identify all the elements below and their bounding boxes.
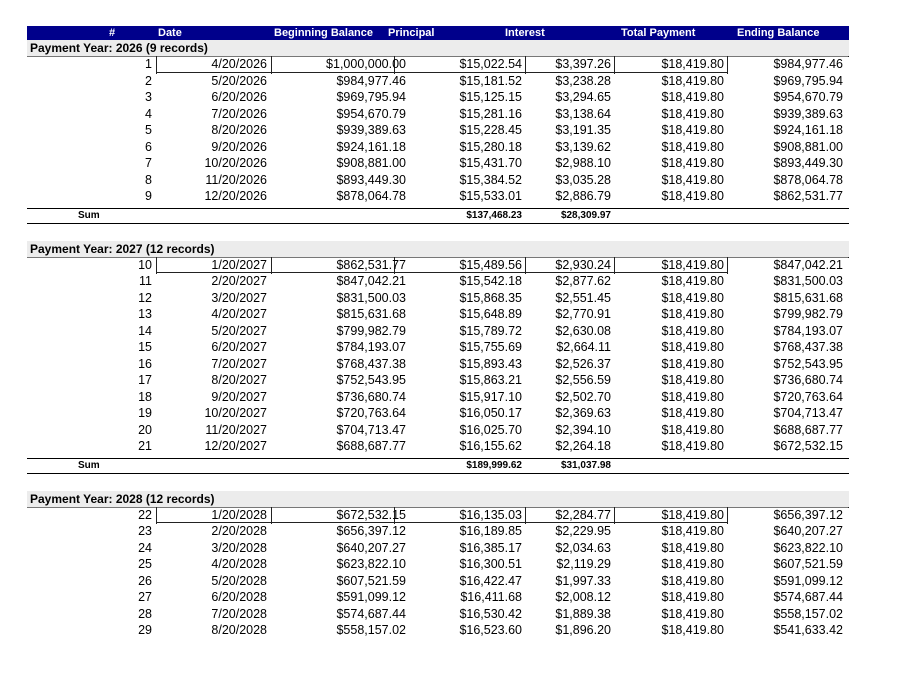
interest-cell: $2,008.12 <box>555 590 611 604</box>
interest-cell: $2,119.29 <box>556 557 611 571</box>
principal-cell: $15,280.18 <box>459 139 522 154</box>
principal-cell: $15,542.18 <box>459 274 522 288</box>
ending-balance-cell: $969,795.94 <box>773 73 843 88</box>
interest-cell: $2,502.70 <box>555 389 611 404</box>
payment-date-cell: 5/20/2027 <box>211 323 267 338</box>
sum-row <box>27 458 849 474</box>
ending-balance-cell: $893,449.30 <box>773 156 843 170</box>
payment-number-cell: 25 <box>138 557 152 571</box>
ending-balance-cell: $954,670.79 <box>773 90 843 104</box>
group-title <box>27 241 849 258</box>
beginning-balance-cell: $831,500.03 <box>336 290 406 305</box>
amortization-report <box>27 26 849 640</box>
table-row <box>27 189 849 206</box>
table-row <box>27 357 849 374</box>
beginning-balance-cell: $768,437.38 <box>336 356 406 371</box>
payment-date-cell: 8/20/2026 <box>211 123 267 137</box>
ending-balance-cell: $656,397.12 <box>773 507 843 522</box>
ending-balance-cell: $541,633.42 <box>773 623 843 637</box>
total-payment-cell: $18,419.80 <box>661 606 724 621</box>
total-payment-cell: $18,419.80 <box>661 573 724 588</box>
ending-balance-cell: $704,713.47 <box>773 406 843 420</box>
table-row <box>27 258 849 275</box>
principal-cell: $15,789.72 <box>459 323 522 338</box>
payment-date-cell: 10/20/2026 <box>204 156 267 170</box>
interest-cell: $2,664.11 <box>556 340 611 354</box>
beginning-balance-cell: $878,064.78 <box>336 189 406 203</box>
table-row <box>27 373 849 390</box>
interest-cell: $2,394.10 <box>555 422 611 437</box>
interest-cell: $3,035.28 <box>555 172 611 187</box>
payment-date-cell: 6/20/2028 <box>211 590 267 604</box>
principal-cell: $16,155.62 <box>459 439 522 453</box>
payment-number-cell: 29 <box>138 623 152 637</box>
beginning-balance-cell: $984,977.46 <box>336 73 406 88</box>
table-row <box>27 90 849 107</box>
payment-number-cell: 6 <box>145 139 152 154</box>
payment-number-cell: 22 <box>138 507 152 522</box>
interest-cell: $1,896.20 <box>555 623 611 637</box>
beginning-balance-cell: $815,631.68 <box>336 307 406 321</box>
interest-cell: $2,034.63 <box>555 540 611 555</box>
payment-date-cell: 7/20/2026 <box>211 106 267 121</box>
payment-number-cell: 12 <box>138 290 152 305</box>
interest-cell: $1,889.38 <box>555 606 611 621</box>
interest-cell: $2,556.59 <box>555 373 611 387</box>
payment-number-cell: 9 <box>145 189 152 203</box>
payment-number-cell: 16 <box>138 356 152 371</box>
total-payment-cell: $18,419.80 <box>661 189 724 203</box>
payment-date-cell: 2/20/2027 <box>211 274 267 288</box>
payment-number-cell: 17 <box>138 373 152 387</box>
principal-cell: $15,384.52 <box>459 172 522 187</box>
interest-cell: $2,630.08 <box>555 323 611 338</box>
group-spacer <box>27 224 849 241</box>
payment-date-cell: 1/20/2028 <box>211 507 267 522</box>
beginning-balance-cell: $1,000,000.00 <box>326 57 406 71</box>
beginning-balance-cell: $720,763.64 <box>336 406 406 420</box>
interest-cell: $3,138.64 <box>555 106 611 121</box>
total-payment-cell: $18,419.80 <box>661 373 724 387</box>
payment-date-cell: 12/20/2026 <box>204 189 267 203</box>
payment-number-cell: 26 <box>138 573 152 588</box>
principal-cell: $15,917.10 <box>459 389 522 404</box>
beginning-balance-cell: $784,193.07 <box>336 340 406 354</box>
payment-date-cell: 3/20/2028 <box>211 540 267 555</box>
payment-number-cell: 11 <box>139 274 152 288</box>
beginning-balance-cell: $688,687.77 <box>336 439 406 453</box>
total-payment-cell: $18,419.80 <box>661 623 724 637</box>
payment-date-cell: 6/20/2026 <box>211 90 267 104</box>
payment-number-cell: 5 <box>145 123 152 137</box>
table-row <box>27 590 849 607</box>
column-header-ending-balance: Ending Balance <box>737 27 820 39</box>
beginning-balance-cell: $656,397.12 <box>336 524 406 538</box>
sum-principal: $137,468.23 <box>466 209 522 221</box>
group-title <box>27 491 849 508</box>
interest-cell: $1,997.33 <box>555 573 611 588</box>
table-row <box>27 274 849 291</box>
sum-principal: $189,999.62 <box>466 459 522 471</box>
ending-balance-cell: $574,687.44 <box>773 590 843 604</box>
total-payment-cell: $18,419.80 <box>661 507 724 522</box>
ending-balance-cell: $847,042.21 <box>773 257 843 272</box>
interest-cell: $3,238.28 <box>555 73 611 88</box>
column-header-date: Date <box>158 27 182 39</box>
payment-date-cell: 7/20/2028 <box>211 606 267 621</box>
payment-date-cell: 4/20/2026 <box>211 57 267 71</box>
payment-year-group <box>27 241 849 491</box>
total-payment-cell: $18,419.80 <box>661 540 724 555</box>
payment-date-cell: 11/20/2027 <box>205 422 267 437</box>
total-payment-cell: $18,419.80 <box>661 73 724 88</box>
principal-cell: $16,530.42 <box>459 606 522 621</box>
total-payment-cell: $18,419.80 <box>661 257 724 272</box>
payment-year-group <box>27 491 849 640</box>
payment-date-cell: 9/20/2027 <box>211 389 267 404</box>
principal-cell: $15,893.43 <box>459 356 522 371</box>
table-row <box>27 57 849 74</box>
total-payment-cell: $18,419.80 <box>661 172 724 187</box>
ending-balance-cell: $908,881.00 <box>773 139 843 154</box>
ending-balance-cell: $688,687.77 <box>773 422 843 437</box>
principal-cell: $16,050.17 <box>459 406 522 420</box>
ending-balance-cell: $672,532.15 <box>773 439 843 453</box>
principal-cell: $15,489.56 <box>459 257 522 272</box>
interest-cell: $2,551.45 <box>555 290 611 305</box>
payment-date-cell: 1/20/2027 <box>211 257 267 272</box>
principal-cell: $15,648.89 <box>459 307 522 321</box>
ending-balance-cell: $591,099.12 <box>773 573 843 588</box>
principal-cell: $15,125.15 <box>459 90 522 104</box>
beginning-balance-cell: $704,713.47 <box>336 422 406 437</box>
column-header-bar <box>27 26 849 40</box>
principal-cell: $15,228.45 <box>459 123 522 137</box>
table-row <box>27 524 849 541</box>
table-row <box>27 173 849 190</box>
payment-number-cell: 20 <box>138 422 152 437</box>
total-payment-cell: $18,419.80 <box>661 557 724 571</box>
group-spacer <box>27 474 849 491</box>
total-payment-cell: $18,419.80 <box>661 123 724 137</box>
payment-number-cell: 23 <box>138 524 152 538</box>
ending-balance-cell: $784,193.07 <box>773 323 843 338</box>
interest-cell: $2,284.77 <box>555 507 611 522</box>
payment-number-cell: 18 <box>138 389 152 404</box>
beginning-balance-cell: $847,042.21 <box>336 274 406 288</box>
sum-row <box>27 208 849 224</box>
interest-cell: $2,988.10 <box>555 156 611 170</box>
principal-cell: $16,300.51 <box>459 557 522 571</box>
payment-date-cell: 10/20/2027 <box>204 406 267 420</box>
payment-number-cell: 8 <box>145 172 152 187</box>
ending-balance-cell: $736,680.74 <box>773 373 843 387</box>
table-row <box>27 406 849 423</box>
interest-cell: $2,886.79 <box>555 189 611 203</box>
interest-cell: $2,930.24 <box>555 257 611 272</box>
table-row <box>27 557 849 574</box>
payment-number-cell: 7 <box>145 156 152 170</box>
payment-number-cell: 24 <box>138 540 152 555</box>
ending-balance-cell: $558,157.02 <box>773 606 843 621</box>
total-payment-cell: $18,419.80 <box>661 422 724 437</box>
total-payment-cell: $18,419.80 <box>661 290 724 305</box>
payment-number-cell: 15 <box>138 340 152 354</box>
total-payment-cell: $18,419.80 <box>661 406 724 420</box>
payment-number-cell: 10 <box>138 257 152 272</box>
interest-cell: $2,770.91 <box>555 307 611 321</box>
interest-cell: $2,229.95 <box>555 524 611 538</box>
beginning-balance-cell: $799,982.79 <box>336 323 406 338</box>
table-row <box>27 324 849 341</box>
total-payment-cell: $18,419.80 <box>661 340 724 354</box>
total-payment-cell: $18,419.80 <box>661 439 724 453</box>
table-row <box>27 623 849 640</box>
table-row <box>27 574 849 591</box>
payment-number-cell: 27 <box>138 590 152 604</box>
payment-date-cell: 4/20/2027 <box>211 307 267 321</box>
table-row <box>27 390 849 407</box>
principal-cell: $15,281.16 <box>459 106 522 121</box>
table-row <box>27 439 849 456</box>
interest-cell: $2,877.62 <box>555 274 611 288</box>
payment-number-cell: 28 <box>138 606 152 621</box>
beginning-balance-cell: $752,543.95 <box>336 373 406 387</box>
table-row <box>27 508 849 525</box>
column-header-principal: Principal <box>388 27 435 39</box>
total-payment-cell: $18,419.80 <box>661 590 724 604</box>
table-row <box>27 423 849 440</box>
total-payment-cell: $18,419.80 <box>661 389 724 404</box>
principal-cell: $16,411.68 <box>460 590 522 604</box>
beginning-balance-cell: $591,099.12 <box>336 590 406 604</box>
payment-date-cell: 7/20/2027 <box>211 356 267 371</box>
beginning-balance-cell: $623,822.10 <box>336 557 406 571</box>
payment-number-cell: 21 <box>138 439 152 453</box>
payment-date-cell: 8/20/2027 <box>211 373 267 387</box>
ending-balance-cell: $939,389.63 <box>773 106 843 121</box>
beginning-balance-cell: $908,881.00 <box>336 156 406 170</box>
beginning-balance-cell: $736,680.74 <box>336 389 406 404</box>
beginning-balance-cell: $574,687.44 <box>336 606 406 621</box>
payment-date-cell: 5/20/2028 <box>211 573 267 588</box>
payment-number-cell: 19 <box>138 406 152 420</box>
beginning-balance-cell: $954,670.79 <box>336 106 406 121</box>
column-header-beginning-balance: Beginning Balance <box>274 27 374 39</box>
ending-balance-cell: $984,977.46 <box>773 57 843 71</box>
payment-date-cell: 2/20/2028 <box>211 524 267 538</box>
interest-cell: $2,369.63 <box>555 406 611 420</box>
principal-cell: $15,533.01 <box>459 189 522 203</box>
sum-label: Sum <box>78 459 100 471</box>
ending-balance-cell: $752,543.95 <box>773 356 843 371</box>
ending-balance-cell: $878,064.78 <box>773 172 843 187</box>
total-payment-cell: $18,419.80 <box>661 307 724 321</box>
principal-cell: $15,868.35 <box>459 290 522 305</box>
principal-cell: $16,422.47 <box>459 573 522 588</box>
payment-number-cell: 4 <box>145 106 152 121</box>
ending-balance-cell: $720,763.64 <box>773 389 843 404</box>
beginning-balance-cell: $672,532.15 <box>336 507 406 522</box>
beginning-balance-cell: $558,157.02 <box>336 623 406 637</box>
ending-balance-cell: $640,207.27 <box>773 524 843 538</box>
payment-date-cell: 12/20/2027 <box>204 439 267 453</box>
beginning-balance-cell: $893,449.30 <box>336 172 406 187</box>
payment-date-cell: 4/20/2028 <box>211 557 267 571</box>
ending-balance-cell: $815,631.68 <box>773 290 843 305</box>
total-payment-cell: $18,419.80 <box>661 524 724 538</box>
group-title-label: Payment Year: 2026 (9 records) <box>30 41 208 55</box>
interest-cell: $3,139.62 <box>555 139 611 154</box>
principal-cell: $16,025.70 <box>459 422 522 437</box>
table-row <box>27 291 849 308</box>
principal-cell: $16,385.17 <box>459 540 522 555</box>
table-row <box>27 74 849 91</box>
total-payment-cell: $18,419.80 <box>661 356 724 371</box>
principal-cell: $15,022.54 <box>459 57 522 71</box>
interest-cell: $3,191.35 <box>555 123 611 137</box>
ending-balance-cell: $799,982.79 <box>773 307 843 321</box>
beginning-balance-cell: $607,521.59 <box>336 573 406 588</box>
payment-number-cell: 1 <box>145 57 152 71</box>
table-row <box>27 107 849 124</box>
group-title-label: Payment Year: 2027 (12 records) <box>30 241 215 256</box>
interest-cell: $2,264.18 <box>555 439 611 453</box>
ending-balance-cell: $862,531.77 <box>773 189 843 203</box>
beginning-balance-cell: $862,531.77 <box>336 257 406 272</box>
beginning-balance-cell: $969,795.94 <box>336 90 406 104</box>
interest-cell: $2,526.37 <box>555 356 611 371</box>
payment-number-cell: 3 <box>145 90 152 104</box>
ending-balance-cell: $831,500.03 <box>773 274 843 288</box>
beginning-balance-cell: $939,389.63 <box>336 123 406 137</box>
total-payment-cell: $18,419.80 <box>661 57 724 71</box>
table-row <box>27 340 849 357</box>
ending-balance-cell: $768,437.38 <box>773 340 843 354</box>
total-payment-cell: $18,419.80 <box>661 274 724 288</box>
payment-date-cell: 5/20/2026 <box>211 73 267 88</box>
total-payment-cell: $18,419.80 <box>661 106 724 121</box>
principal-cell: $15,863.21 <box>459 373 522 387</box>
ending-balance-cell: $924,161.18 <box>773 123 843 137</box>
total-payment-cell: $18,419.80 <box>661 156 724 170</box>
beginning-balance-cell: $924,161.18 <box>336 139 406 154</box>
payment-year-groups <box>27 40 849 640</box>
payment-date-cell: 8/20/2028 <box>211 623 267 637</box>
table-row <box>27 307 849 324</box>
table-row <box>27 541 849 558</box>
group-title <box>27 40 849 57</box>
payment-date-cell: 6/20/2027 <box>211 340 267 354</box>
table-row <box>27 123 849 140</box>
beginning-balance-cell: $640,207.27 <box>336 540 406 555</box>
principal-cell: $15,755.69 <box>459 340 522 354</box>
payment-date-cell: 9/20/2026 <box>211 139 267 154</box>
total-payment-cell: $18,419.80 <box>661 139 724 154</box>
principal-cell: $16,135.03 <box>459 507 522 522</box>
principal-cell: $16,189.85 <box>459 524 522 538</box>
column-header-total-payment: Total Payment <box>621 27 696 39</box>
payment-number-cell: 14 <box>138 323 152 338</box>
column-header-number: # <box>109 27 116 39</box>
interest-cell: $3,397.26 <box>555 57 611 71</box>
payment-number-cell: 13 <box>138 307 152 321</box>
principal-cell: $15,181.52 <box>459 73 522 88</box>
payment-year-group <box>27 40 849 241</box>
column-header-interest: Interest <box>505 27 545 39</box>
principal-cell: $15,431.70 <box>459 156 522 170</box>
ending-balance-cell: $623,822.10 <box>773 540 843 555</box>
ending-balance-cell: $607,521.59 <box>773 557 843 571</box>
total-payment-cell: $18,419.80 <box>661 323 724 338</box>
sum-interest: $28,309.97 <box>560 209 611 221</box>
principal-cell: $16,523.60 <box>459 623 522 637</box>
sum-interest: $31,037.98 <box>560 459 611 471</box>
group-title-label: Payment Year: 2028 (12 records) <box>30 491 215 506</box>
table-row <box>27 156 849 173</box>
total-payment-cell: $18,419.80 <box>661 90 724 104</box>
interest-cell: $3,294.65 <box>555 90 611 104</box>
payment-date-cell: 3/20/2027 <box>211 290 267 305</box>
payment-date-cell: 11/20/2026 <box>205 172 267 187</box>
table-row <box>27 140 849 157</box>
payment-number-cell: 2 <box>145 73 152 88</box>
sum-label: Sum <box>78 209 100 221</box>
table-row <box>27 607 849 624</box>
